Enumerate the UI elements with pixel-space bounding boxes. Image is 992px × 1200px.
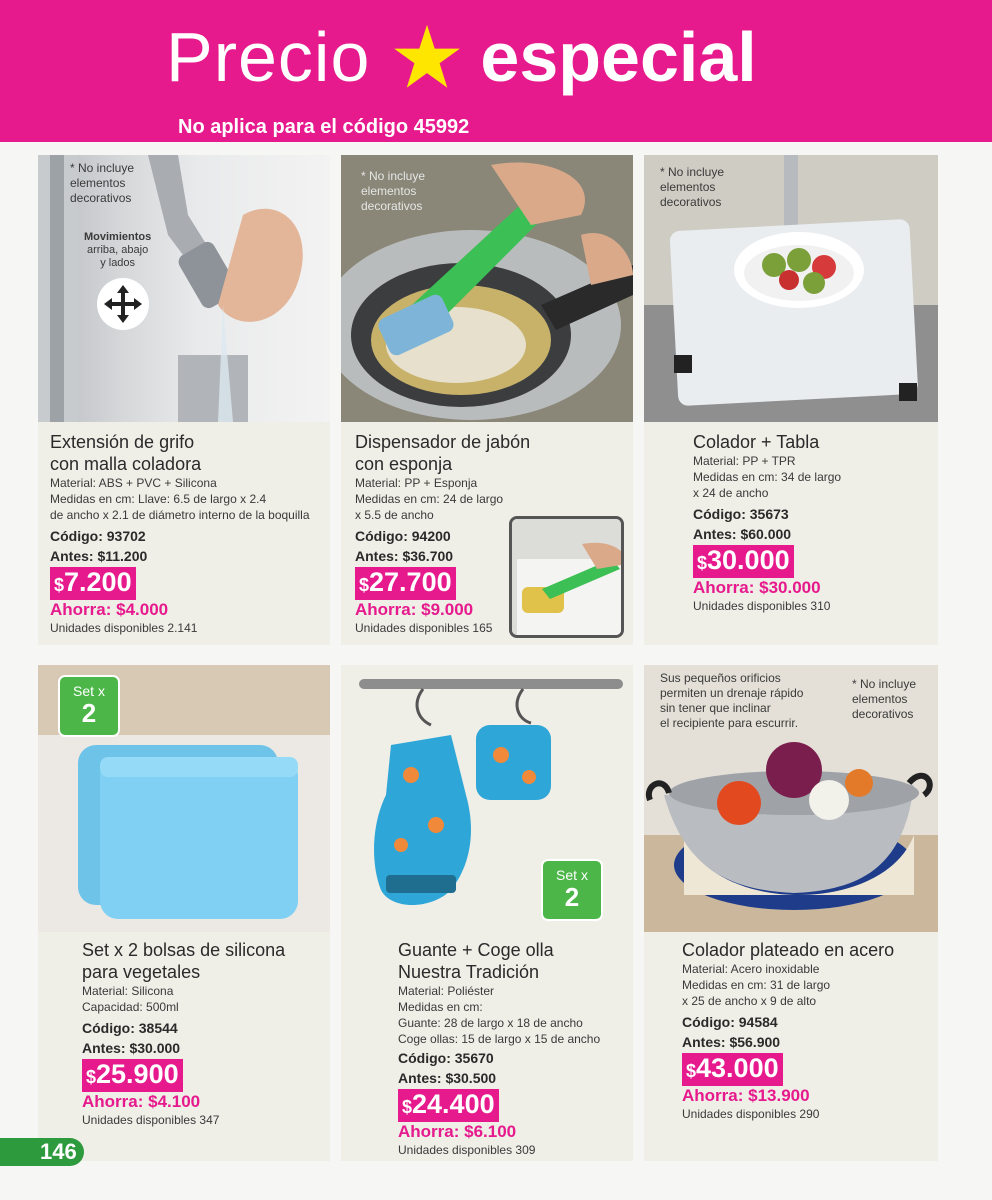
product-name: Dispensador de jabón (355, 432, 531, 452)
savings: Ahorra: $4.100 (82, 1092, 201, 1111)
page-number: 146 (0, 1138, 84, 1166)
sale-price: $43.000 (682, 1053, 783, 1086)
product-code: Código: 35673 (693, 506, 789, 522)
units-available: Unidades disponibles 165 (355, 621, 493, 635)
units-available: Unidades disponibles 347 (82, 1113, 220, 1127)
banner-title (166, 18, 757, 96)
product-code: Código: 93702 (50, 528, 146, 544)
product-info: Dispensador de jabón con esponja Material: PP + Esponja Medidas en cm: 24 de largo x 5.5 de ancho Código: 94200 Antes: $36.700 $27.700 Ahorra: $9.000 Unidades disponibles 165 (355, 431, 555, 636)
savings: Ahorra: $9.000 (355, 600, 474, 619)
product-info: Set x 2 bolsas de silicona para vegetales Material: Silicona Capacidad: 500ml Código: 38544 Antes: $30.000 $25.900 Ahorra: $4.100 Unidades disponibles 347 (82, 939, 328, 1128)
product-card-faucet-extension[interactable] (38, 155, 330, 645)
sale-price: $24.400 (398, 1089, 499, 1122)
product-card-strainer-board[interactable] (644, 155, 938, 645)
product-name: con esponja (355, 454, 453, 474)
before-price: Antes: $56.900 (682, 1034, 781, 1050)
product-code: Código: 38544 (82, 1020, 178, 1036)
banner-title-bold: especial (480, 18, 757, 96)
product-name: Colador + Tabla (693, 432, 820, 452)
product-info: Extensión de grifo con malla coladora Material: ABS + PVC + Silicona Medidas en cm: Llave: 6.5 de largo x 2.4 de ancho x 2.1 de diámetro interno de la boquilla Código: 93702 Antes: $11.200 $7.200 Ahorra: $4.000 Unidades disponibles 2.141 (50, 431, 328, 636)
set-badge: Set x 2 (541, 859, 603, 921)
drain-feature-note: Sus pequeños orificios permiten un drenaje rápido sin tener que inclinar el recipiente para escurrir. (660, 671, 804, 730)
savings: Ahorra: $13.900 (682, 1086, 810, 1105)
product-card-steel-colander[interactable] (644, 665, 938, 1161)
savings: Ahorra: $6.100 (398, 1122, 517, 1141)
savings: Ahorra: $30.000 (693, 578, 821, 597)
units-available: Unidades disponibles 310 (693, 599, 831, 613)
product-name: Set x 2 bolsas de silicona (82, 940, 286, 960)
product-name: Extensión de grifo (50, 432, 195, 452)
move-arrows-icon (96, 277, 150, 331)
product-card-silicone-bags[interactable] (38, 665, 330, 1161)
before-price: Antes: $30.000 (82, 1040, 181, 1056)
star-icon (392, 22, 462, 92)
sale-price: $30.000 (693, 545, 794, 578)
inset-photo (509, 516, 624, 638)
no-decor-note: * No incluye elementos decorativos (361, 169, 426, 213)
no-decor-note: * No incluye elementos decorativos (660, 165, 725, 209)
product-code: Código: 94584 (682, 1014, 778, 1030)
product-name: para vegetales (82, 962, 201, 982)
units-available: Unidades disponibles 2.141 (50, 621, 198, 635)
product-card-soap-dispenser[interactable] (341, 155, 633, 645)
product-code: Código: 94200 (355, 528, 451, 544)
banner-subtitle: No aplica para el código 45992 (178, 116, 470, 138)
product-name: Colador plateado en acero (682, 940, 895, 960)
product-card-glove-potholder[interactable] (341, 665, 633, 1161)
product-info: Colador + Tabla Material: PP + TPR Medidas en cm: 34 de largo x 24 de ancho Código: 35673 Antes: $60.000 $30.000 Ahorra: $30.000 Unidades disponibles 310 (693, 431, 933, 614)
no-decor-note: * No incluye elementos decorativos (852, 677, 917, 721)
product-code: Código: 35670 (398, 1050, 494, 1066)
before-price: Antes: $36.700 (355, 548, 454, 564)
product-info: Guante + Coge olla Nuestra Tradición Material: Poliéster Medidas en cm: Guante: 28 de largo x 18 de ancho Coge ollas: 15 de largo x 15 de ancho Código: 35670 Antes: $30.500 $24.400 Ahorra: $6.100 Unidades disponibles 309 (398, 939, 630, 1158)
product-name: con malla coladora (50, 454, 202, 474)
before-price: Antes: $11.200 (50, 548, 148, 564)
product-name: Guante + Coge olla (398, 940, 554, 960)
sponge-image (512, 519, 624, 638)
units-available: Unidades disponibles 309 (398, 1143, 536, 1157)
product-name: Nuestra Tradición (398, 962, 540, 982)
before-price: Antes: $60.000 (693, 526, 792, 542)
movement-label: Movimientos arriba, abajo y lados (84, 231, 152, 269)
sale-price: $25.900 (82, 1059, 183, 1092)
before-price: Antes: $30.500 (398, 1070, 497, 1086)
units-available: Unidades disponibles 290 (682, 1107, 820, 1121)
no-decor-note: * No incluye elementos decorativos (70, 161, 135, 205)
sale-price: $7.200 (50, 567, 136, 600)
savings: Ahorra: $4.000 (50, 600, 169, 619)
sale-price: $27.700 (355, 567, 456, 600)
banner-title-light: Precio (166, 18, 371, 96)
header-banner (0, 0, 992, 142)
product-info: Colador plateado en acero Material: Acero inoxidable Medidas en cm: 31 de largo x 25 de ancho x 9 de alto Código: 94584 Antes: $56.900 $43.000 Ahorra: $13.900 Unidades disponibles 290 (682, 939, 934, 1122)
set-badge: Set x 2 (58, 675, 120, 737)
